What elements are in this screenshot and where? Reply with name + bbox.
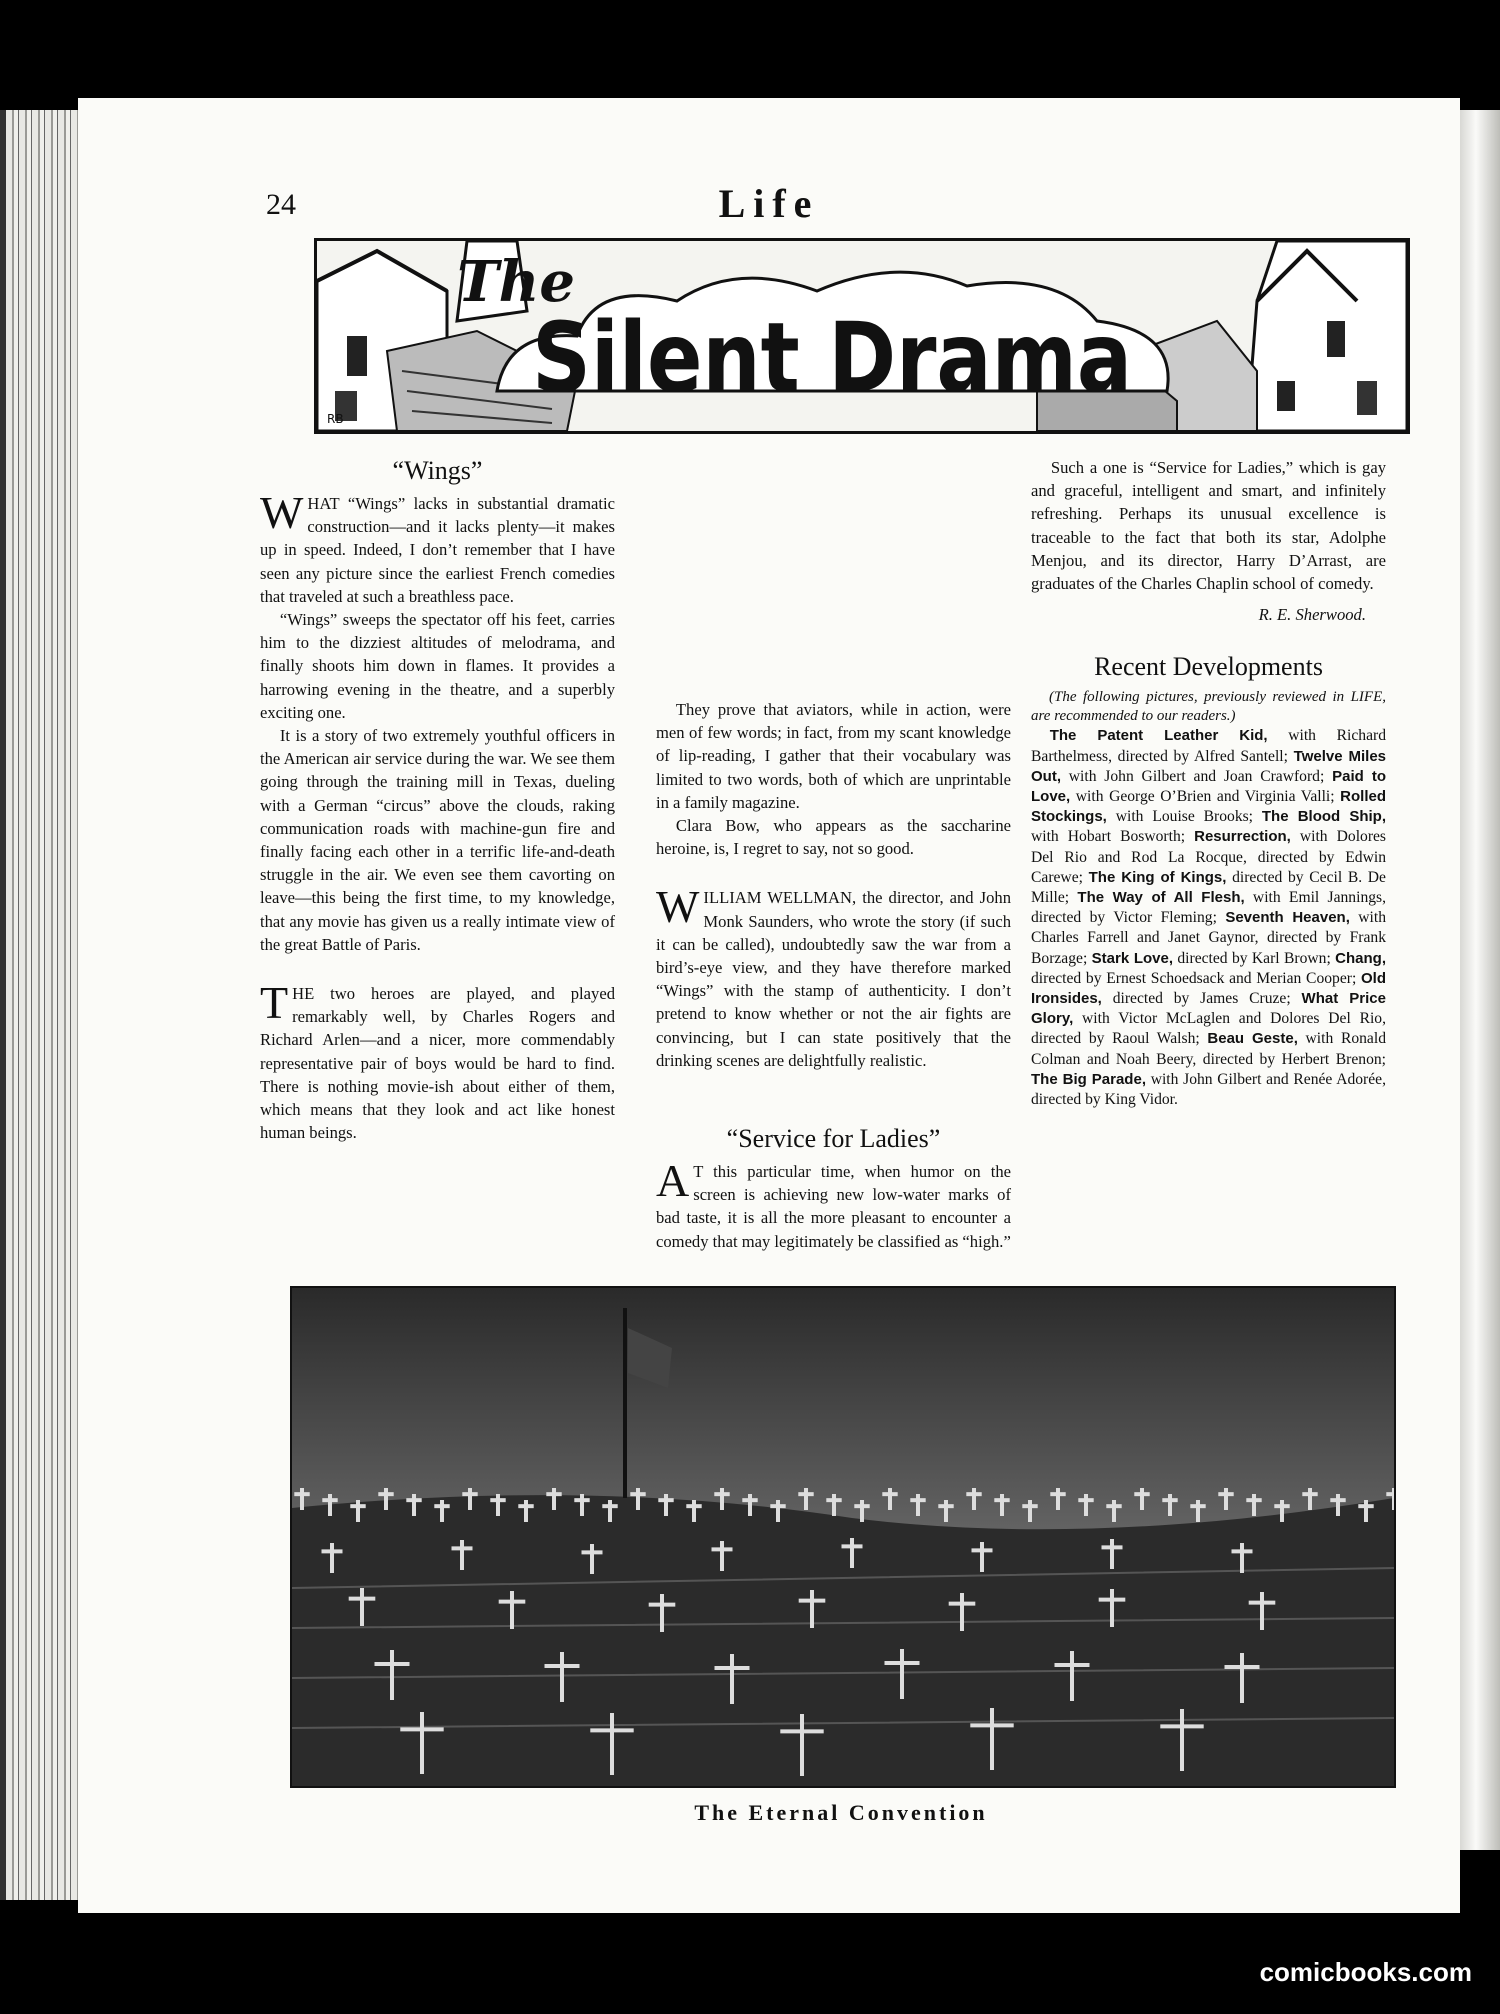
wings-paragraph-5: They prove that aviators, while in action, were men of few words; in fact, from my scant knowledge of lip-reading, I gather that their vocabulary was limited to two words, both of which are unprintable in a family magazine.: [656, 700, 1011, 812]
film-title: The Blood Ship,: [1261, 808, 1386, 826]
film-credits: with Hobart Bosworth;: [1031, 828, 1195, 846]
wings-paragraph-3: It is a story of two extremely youthful officers in the American air service during the war. We see them going through the training mill in Texas, dueling with a German “circus” above the clouds, raking communication roads with machine-gun fire and finally facing each other in a terrific life-and-death struggle in the air. We even see them cavorting on leave—this being the first time, to my knowledge, that any movie has given us a really intimate view of the great Battle of Paris.: [260, 726, 615, 954]
wings-paragraph-2: “Wings” sweeps the spectator off his feet, carries him to the dizziest altitudes of melodrama, and finally shoots him down in flames. It provides a harrowing evening in the theatre, and a superbly exciting one.: [260, 610, 615, 722]
recent-developments-intro: (The following pictures, previously reviewed in LIFE, are recommended to our readers.): [1031, 689, 1386, 725]
film-title: Seventh Heaven,: [1225, 909, 1350, 927]
author-signature: R. E. Sherwood.: [1258, 605, 1366, 625]
film-credits: with Charles Farrell and Janet Gaynor, directed by Frank Borzage;: [1031, 909, 1386, 967]
service-heading: “Service for Ladies”: [726, 1124, 941, 1154]
film-title: Paid to Love,: [1031, 767, 1386, 806]
film-credits: with Victor McLaglen and Dolores Del Rio, directed by Raoul Walsh;: [1031, 1010, 1386, 1048]
masthead: Life: [718, 181, 820, 226]
film-title: Old Ironsides,: [1031, 969, 1386, 1008]
film-credits: with Emil Jannings, directed by Victor Fleming;: [1031, 889, 1387, 927]
film-credits: with Dolores Del Rio and Rod La Rocque, directed by Edwin Carewe;: [1031, 828, 1386, 886]
illustration-caption: The Eternal Convention: [694, 1800, 988, 1825]
film-credits: directed by Ernest Schoedsack and Merian Cooper;: [1031, 969, 1361, 987]
film-credits: with John Gilbert and Renée Adorée, directed by King Vidor.: [1031, 1070, 1386, 1109]
column-2: [656, 456, 1011, 1253]
film-title: Rolled Stockings,: [1031, 788, 1386, 826]
film-credits: with Louise Brooks;: [1106, 808, 1262, 826]
svg-text:Silent Drama: Silent Drama: [532, 302, 1132, 414]
book-right-edge: [1460, 110, 1500, 1850]
silent-drama-banner: [314, 238, 1410, 434]
film-title: Beau Geste,: [1207, 1030, 1298, 1048]
column-1: [260, 456, 615, 1144]
page-number: 24: [266, 188, 296, 221]
film-title: The Patent Leather Kid,: [1049, 727, 1268, 745]
film-credits: directed by Cecil B. De Mille;: [1031, 868, 1386, 907]
recent-developments-heading: Recent Developments: [1094, 652, 1323, 682]
film-credits: with Richard Barthelmess, directed by Alfred Santell;: [1031, 727, 1386, 765]
film-credits: directed by James Cruze;: [1101, 990, 1302, 1008]
wings-paragraph-7: WILLIAM WELLMAN, the director, and John Monk Saunders, who wrote the story (if such it can be called), undoubtedly saw the war from a bird’s-eye view, and they have therefore marked “Wings” with the stamp of authenticity. I don’t pretend to know whether or not the air fights are convincing, but I can state positively that the drinking scenes are delightfully realistic.: [656, 881, 1011, 1070]
recommended-list: [1031, 726, 1386, 1110]
film-title: The Way of All Flesh,: [1077, 889, 1245, 907]
magazine-page: [78, 98, 1460, 1913]
film-credits: with John Gilbert and Joan Crawford;: [1061, 767, 1333, 785]
site-watermark: comicbooks.com: [1259, 1957, 1472, 1987]
film-credits: with George O’Brien and Virginia Valli;: [1070, 788, 1341, 806]
book-page-edges: [0, 110, 84, 1900]
wings-paragraph-1: WHAT “Wings” lacks in substantial dramatic construction—and it lacks plenty—it makes up in speed. Indeed, I don’t remember that I have seen any picture since the earliest French comedies that traveled at such a breathless pace.: [260, 487, 615, 606]
film-title: Stark Love,: [1091, 949, 1173, 967]
wings-paragraph-6: Clara Bow, who appears as the saccharine heroine, is, I regret to say, not so good.: [656, 816, 1011, 859]
eternal-convention-illustration: [290, 1286, 1396, 1788]
svg-text:The: The: [457, 249, 576, 315]
film-title: The Big Parade,: [1031, 1070, 1146, 1088]
film-title: Twelve Miles Out,: [1031, 747, 1387, 785]
film-credits: with Ronald Colman and Noah Beery, directed by Herbert Brenon;: [1031, 1030, 1386, 1068]
service-paragraph-2: Such a one is “Service for Ladies,” which is gay and graceful, intelligent and smart, and infinitely refreshing. Perhaps its unusual excellence is traceable to the fact that both its star, Adolphe Menjou, and its director, Harry D’Arrast, are graduates of the Charles Chaplin school of comedy.: [1031, 458, 1386, 594]
film-title: Resurrection,: [1194, 828, 1291, 846]
film-title: Chang,: [1335, 949, 1386, 967]
wings-heading: “Wings”: [392, 456, 483, 485]
column-3: [1031, 456, 1386, 1110]
svg-text:RB: RB: [327, 412, 344, 426]
service-paragraph-1: AT this particular time, when humor on the screen is achieving new low-water marks of bad taste, it is all the more pleasant to encounter a comedy that may legitimately be classified as “high.”: [656, 1155, 1011, 1251]
film-credits: directed by Karl Brown;: [1173, 949, 1336, 967]
film-title: What Price Glory,: [1031, 990, 1386, 1028]
film-title: The King of Kings,: [1088, 868, 1227, 886]
wings-paragraph-4: THE two heroes are played, and played remarkably well, by Charles Rogers and Richard Arlen—and a nicer, more commendably representative pair of boys would be hard to find. There is nothing movie-ish about either of them, which means that they look and act like honest human beings.: [260, 977, 615, 1143]
